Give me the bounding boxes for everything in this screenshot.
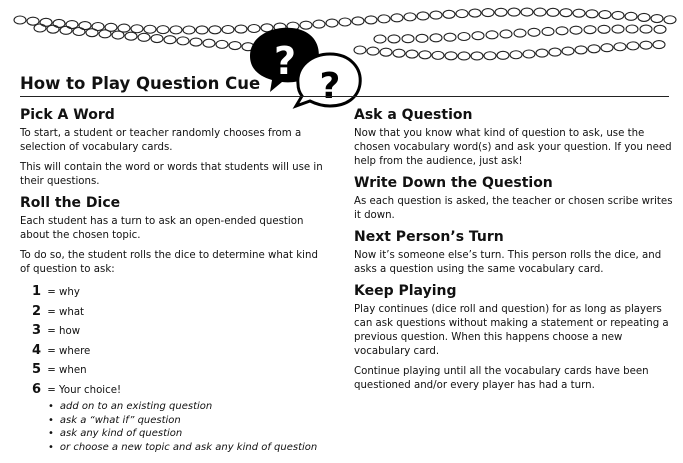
left-column	[20, 104, 330, 459]
bead	[326, 19, 338, 27]
dice-item	[32, 342, 330, 362]
bead	[112, 31, 124, 39]
bead	[471, 52, 483, 60]
bead	[651, 15, 663, 23]
bead	[653, 41, 665, 49]
bead	[34, 24, 46, 32]
bead	[402, 35, 414, 43]
bead	[300, 21, 312, 29]
page-title: How to Play Question Cue	[20, 74, 261, 93]
bead	[482, 9, 494, 17]
bead-chain-decoration	[14, 8, 676, 60]
bead	[486, 31, 498, 39]
bead	[638, 13, 650, 21]
bead	[500, 30, 512, 38]
header-decoration	[0, 0, 683, 110]
section-text: Now that you know what kind of question to ask, use the chosen vocabulary word(s) and ask your question. If you need help from the audience, just ask!	[354, 128, 672, 167]
bead	[626, 25, 638, 33]
bead	[151, 35, 163, 43]
bead	[138, 33, 150, 41]
dice-number: 4	[32, 342, 42, 358]
bead	[352, 17, 364, 25]
section-roll-the-dice	[20, 195, 330, 454]
bead	[640, 25, 652, 33]
bead	[365, 16, 377, 24]
bead	[367, 47, 379, 55]
choice-option: • or choose a new topic and ask any kind of question	[48, 441, 330, 455]
bead	[508, 8, 520, 16]
bead	[157, 26, 169, 34]
bead	[73, 28, 85, 36]
bead	[170, 26, 182, 34]
dice-legend	[32, 283, 330, 400]
section-write-down	[354, 175, 674, 223]
right-column	[354, 104, 674, 399]
section-text: As each question is asked, the teacher or chosen scribe writes it down.	[354, 196, 673, 221]
bead	[586, 10, 598, 18]
bead	[190, 38, 202, 46]
bead	[458, 52, 470, 60]
bead	[183, 26, 195, 34]
choice-option: • ask a “what if” question	[48, 414, 330, 428]
bead	[514, 29, 526, 37]
bead	[378, 15, 390, 23]
bead	[599, 11, 611, 19]
bead	[625, 12, 637, 20]
bead	[406, 50, 418, 58]
bead	[209, 26, 221, 34]
section-next-turn	[354, 229, 674, 277]
bead	[664, 16, 676, 24]
bead	[614, 43, 626, 51]
choice-option: • add on to an existing question	[48, 400, 330, 414]
section-heading: Ask a Question	[354, 107, 473, 123]
bead	[598, 25, 610, 33]
section-text: Continue playing until all the vocabulary cards have been questioned and/or every player has had a turn.	[354, 366, 649, 391]
dice-number: 5	[32, 362, 42, 377]
bead	[196, 26, 208, 34]
section-heading: Write Down the Question	[354, 175, 553, 191]
bead	[458, 32, 470, 40]
section-text: To do so, the student rolls the dice to determine what kind of question to ask:	[20, 250, 318, 275]
dice-meaning: = when	[47, 365, 87, 376]
bead	[536, 49, 548, 57]
bead	[432, 51, 444, 59]
bead	[339, 18, 351, 26]
question-glyph-1: ?	[273, 39, 297, 83]
bead	[203, 39, 215, 47]
bead	[235, 25, 247, 33]
bead	[612, 25, 624, 33]
dice-meaning: = where	[47, 345, 91, 357]
section-heading: Next Person’s Turn	[354, 229, 504, 245]
bead	[229, 42, 241, 50]
bead	[640, 41, 652, 49]
bead	[562, 47, 574, 55]
title-divider	[20, 96, 669, 97]
bead	[388, 35, 400, 43]
section-ask-a-question	[354, 107, 674, 169]
bead	[60, 26, 72, 34]
bead	[575, 46, 587, 54]
section-text: This will contain the word or words that students will use in their questions.	[20, 162, 323, 187]
bead	[430, 11, 442, 19]
dice-meaning: = what	[47, 306, 85, 318]
bead	[528, 28, 540, 36]
section-keep-playing	[354, 283, 674, 393]
bead	[627, 42, 639, 50]
section-text: Play continues (dice roll and question) for as long as players can ask questions without making a statement or repeating a previous question. When this happens choose a new vocabulary card.	[354, 304, 669, 357]
bead	[374, 35, 386, 43]
bead	[542, 27, 554, 35]
bead	[14, 16, 26, 24]
choice-options-list	[48, 400, 330, 454]
section-heading: Pick A Word	[20, 107, 115, 123]
bead	[510, 51, 522, 59]
section-heading: Keep Playing	[354, 283, 457, 299]
dice-item	[32, 361, 330, 381]
bead	[430, 34, 442, 42]
bead	[144, 25, 156, 33]
bead	[86, 29, 98, 37]
dice-meaning: = how	[47, 326, 81, 337]
bead	[495, 8, 507, 16]
bead	[177, 37, 189, 45]
dice-item	[32, 322, 330, 342]
bead	[131, 25, 143, 33]
bead	[469, 9, 481, 17]
bead	[216, 40, 228, 48]
bead	[47, 25, 59, 33]
bead	[584, 26, 596, 34]
bead	[560, 9, 572, 17]
dice-item	[32, 303, 330, 323]
bead	[612, 11, 624, 19]
bead	[444, 33, 456, 41]
bead	[393, 49, 405, 57]
bead	[456, 10, 468, 18]
bead	[601, 44, 613, 52]
bead	[534, 8, 546, 16]
section-text: Each student has a turn to ask an open-ended question about the chosen topic.	[20, 216, 304, 241]
bead	[654, 25, 666, 33]
bead	[79, 22, 91, 30]
bead	[570, 26, 582, 34]
choice-option: • ask any kind of question	[48, 427, 330, 441]
dice-item	[32, 381, 330, 401]
dice-number: 1	[32, 284, 42, 299]
bead	[443, 10, 455, 18]
dice-number: 6	[32, 381, 42, 397]
bead	[222, 25, 234, 33]
dice-item	[32, 283, 330, 303]
bead	[125, 32, 137, 40]
dice-number: 3	[32, 323, 42, 338]
bead	[313, 20, 325, 28]
bead	[445, 52, 457, 60]
bead	[547, 8, 559, 16]
question-bubble-white-icon	[296, 54, 360, 107]
bead	[497, 51, 509, 59]
bead	[99, 30, 111, 38]
section-text: To start, a student or teacher randomly chooses from a selection of vocabulary cards.	[20, 128, 302, 153]
bead	[380, 48, 392, 56]
section-heading: Roll the Dice	[20, 195, 121, 211]
bead	[404, 13, 416, 21]
bead	[588, 45, 600, 53]
section-text: Now it’s someone else’s turn. This person rolls the dice, and asks a question using the same vocabulary card.	[354, 250, 662, 275]
bead	[417, 12, 429, 20]
question-glyph-2: ?	[319, 66, 341, 107]
dice-number: 2	[32, 303, 42, 319]
bead	[419, 51, 431, 59]
bead	[573, 9, 585, 17]
bead	[472, 32, 484, 40]
dice-meaning: = why	[47, 287, 80, 298]
bead	[556, 27, 568, 35]
bead	[354, 46, 366, 54]
bead	[164, 36, 176, 44]
bead	[549, 48, 561, 56]
bead	[416, 34, 428, 42]
bead	[66, 21, 78, 29]
bead	[484, 52, 496, 60]
dice-meaning: = Your choice!	[47, 384, 122, 396]
section-pick-a-word	[20, 107, 330, 189]
bead	[523, 50, 535, 58]
bead	[391, 14, 403, 22]
bead	[248, 24, 260, 32]
bead	[521, 8, 533, 16]
